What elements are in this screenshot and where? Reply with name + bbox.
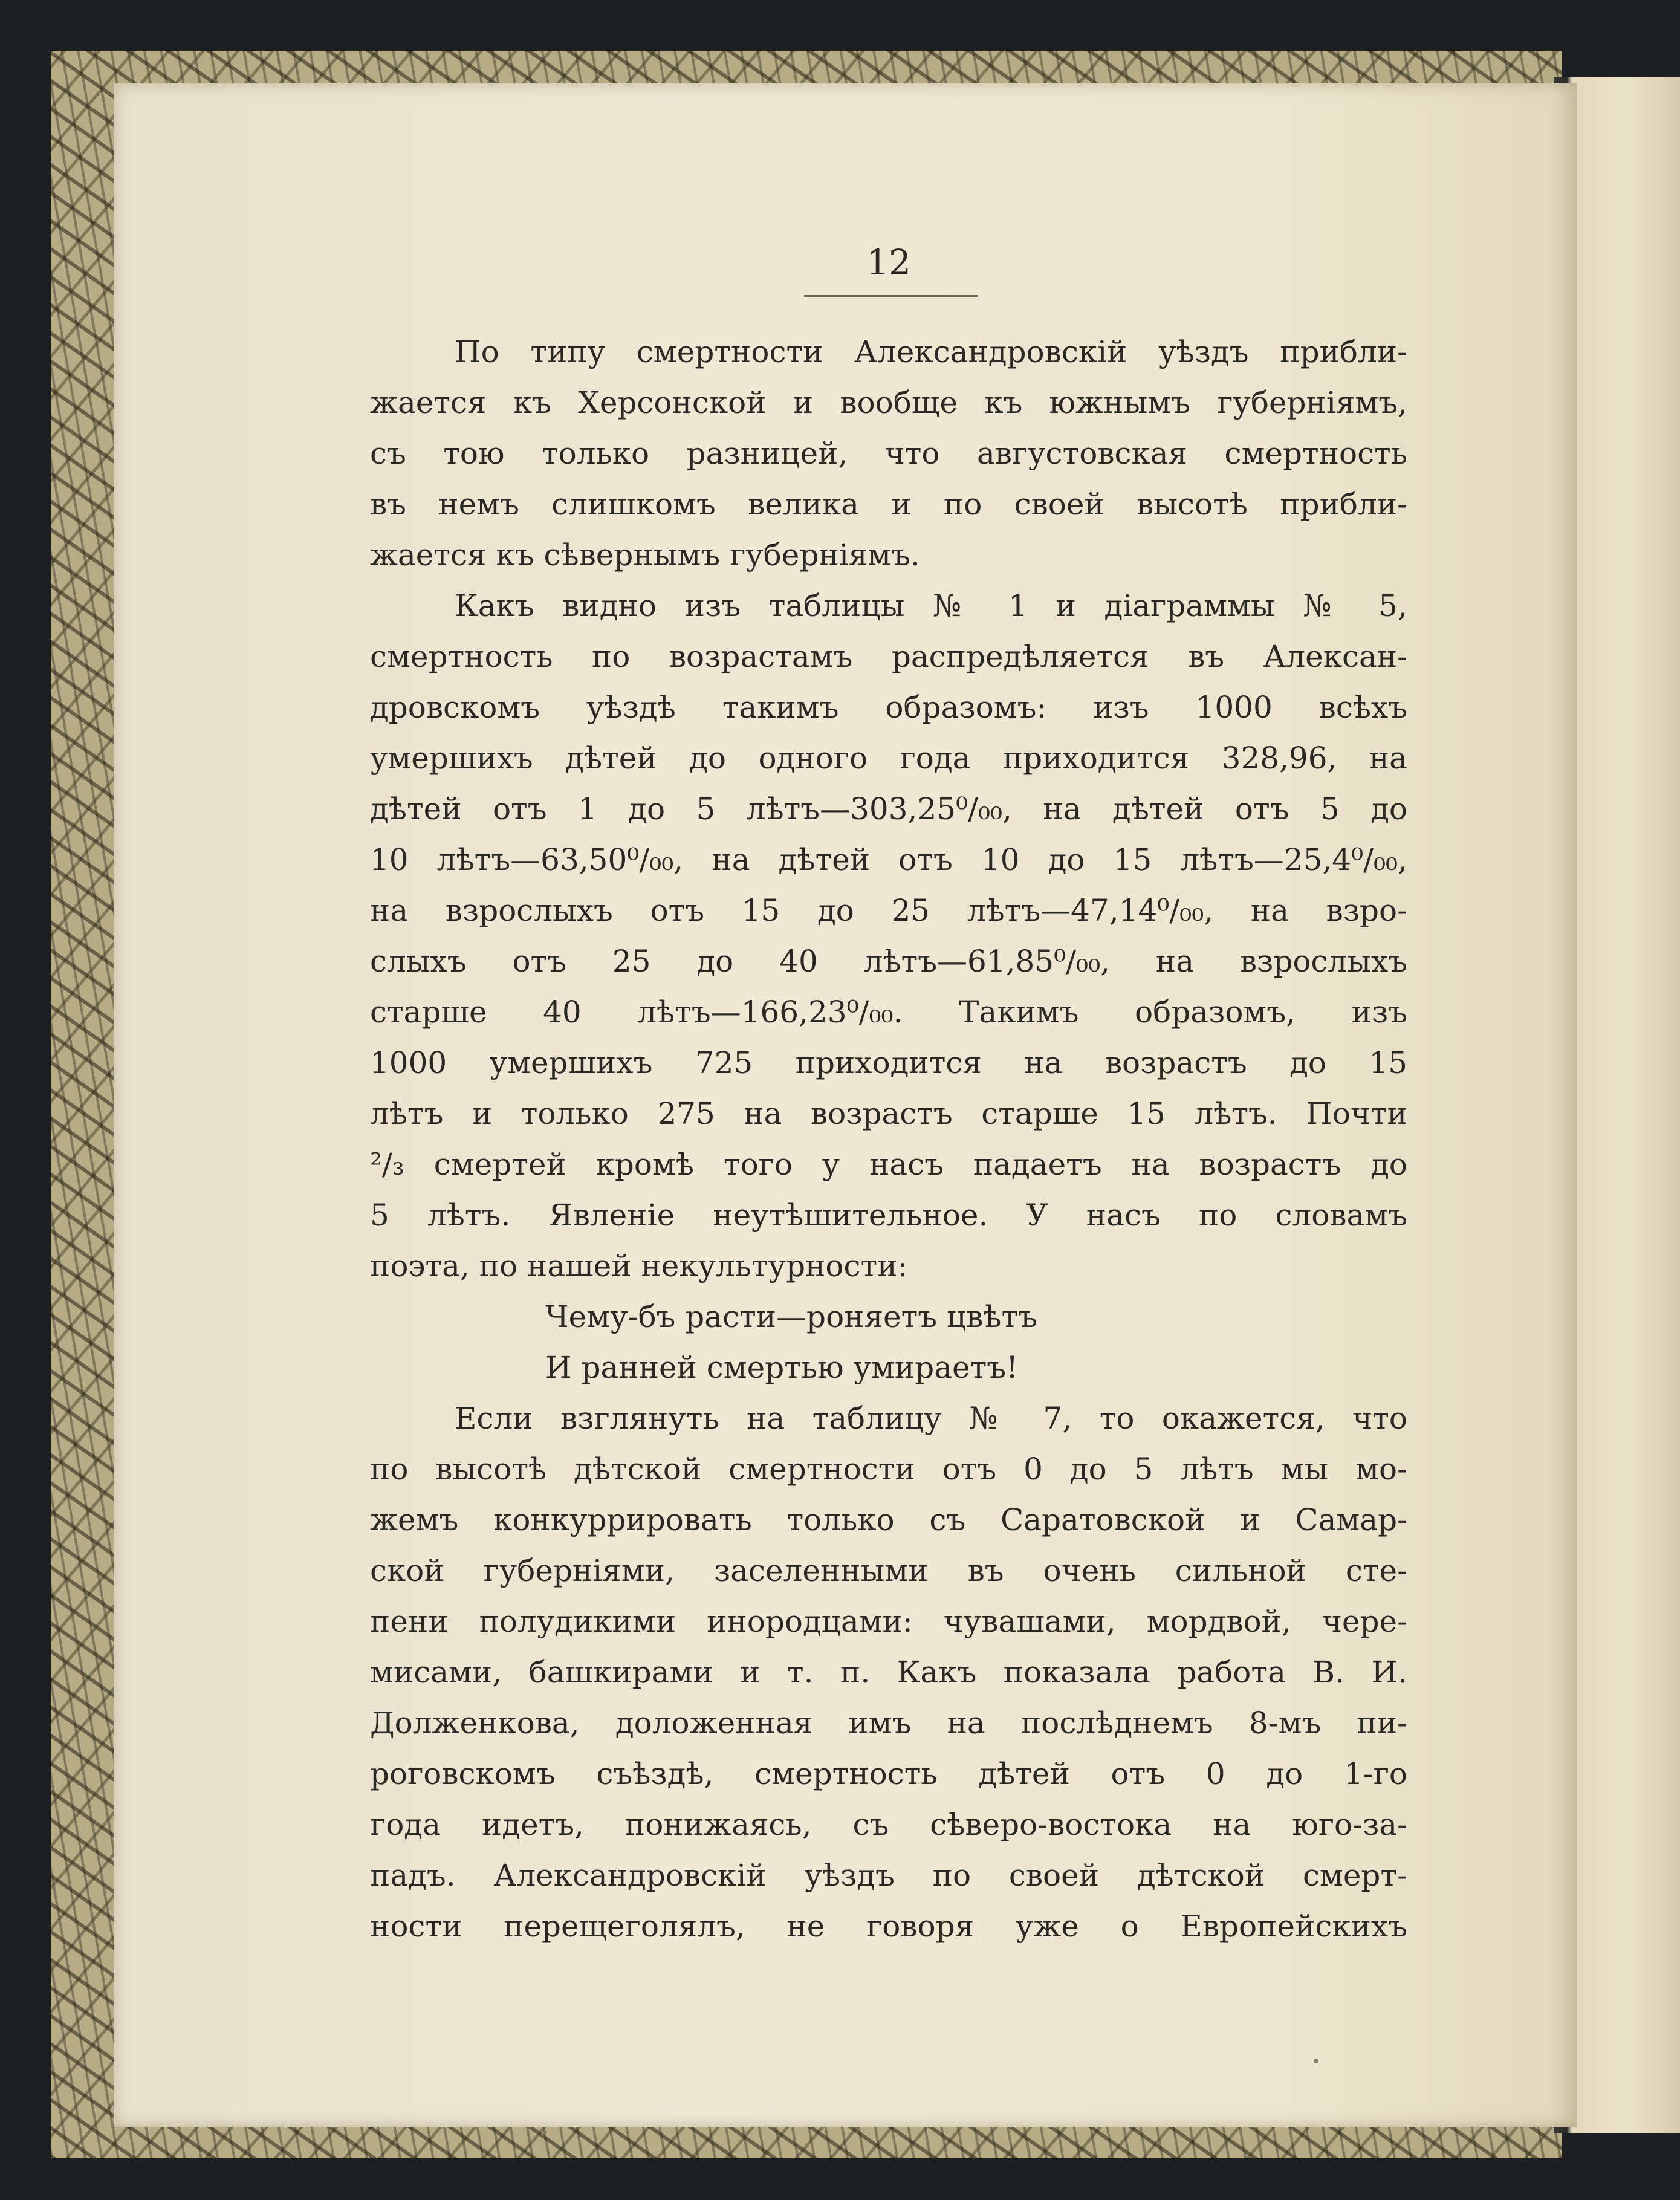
text-line: Долженкова, доложенная имъ на послѣднемъ 8-мъ пи- bbox=[370, 1705, 1407, 1741]
text-line: роговскомъ съѣздѣ, смертность дѣтей отъ 0 до 1-го bbox=[370, 1756, 1407, 1791]
text-line: на взрослыхъ отъ 15 до 25 лѣтъ—47,14⁰/₀₀, на взро- bbox=[370, 893, 1407, 928]
text-line: ности перещеголялъ, не говоря уже о Европейскихъ bbox=[370, 1909, 1407, 1944]
verse-line: Чему-бъ расти—роняетъ цвѣтъ bbox=[545, 1299, 1037, 1334]
text-line: 5 лѣтъ. Явленіе неутѣшительное. У насъ по словамъ bbox=[370, 1198, 1407, 1233]
text-line: дѣтей отъ 1 до 5 лѣтъ—303,25⁰/₀₀, на дѣтей отъ 5 до bbox=[370, 791, 1407, 826]
text-line: старше 40 лѣтъ—166,23⁰/₀₀. Такимъ образомъ, изъ bbox=[370, 995, 1407, 1030]
verse-line: И ранней смертью умираетъ! bbox=[545, 1350, 1019, 1385]
text-line: лѣтъ и только 275 на возрастъ старше 15 лѣтъ. Почти bbox=[370, 1096, 1407, 1131]
text-line: дровскомъ уѣздѣ такимъ образомъ: изъ 1000 всѣхъ bbox=[370, 690, 1407, 725]
text-line: умершихъ дѣтей до одного года приходится 328,96, на bbox=[370, 741, 1407, 776]
text-line: Какъ видно изъ таблицы № 1 и діаграммы № 5, bbox=[455, 588, 1407, 623]
text-line: ской губерніями, заселенными въ очень сильной сте- bbox=[370, 1553, 1407, 1588]
text-line: ²/₃ смертей кромѣ того у насъ падаетъ на возрастъ до bbox=[370, 1147, 1407, 1182]
page-body-text bbox=[370, 326, 1407, 1952]
text-line: года идетъ, понижаясь, съ сѣверо-востока на юго-за- bbox=[370, 1807, 1407, 1842]
text-line: падъ. Александровскій уѣздъ по своей дѣтской смерт- bbox=[370, 1858, 1407, 1893]
ink-speck bbox=[1314, 2059, 1318, 2063]
text-line: жемъ конкуррировать только съ Саратовской и Самар- bbox=[370, 1502, 1407, 1537]
text-line: жается къ Херсонской и вообще къ южнымъ губерніямъ, bbox=[370, 385, 1407, 420]
text-line: пени полудикими инородцами: чувашами, мордвой, чере- bbox=[370, 1604, 1407, 1639]
text-line: смертность по возрастамъ распредѣляется въ Алексан- bbox=[370, 639, 1407, 674]
text-line: мисами, башкирами и т. п. Какъ показала работа В. И. bbox=[370, 1655, 1407, 1690]
text-line: Если взглянуть на таблицу № 7, то окажется, что bbox=[455, 1401, 1407, 1436]
text-line: съ тою только разницей, что августовская смертность bbox=[370, 436, 1407, 471]
text-line: по высотѣ дѣтской смертности отъ 0 до 5 лѣтъ мы мо- bbox=[370, 1452, 1407, 1487]
text-line: По типу смертности Александровскій уѣздъ прибли- bbox=[455, 334, 1407, 369]
text-line: 1000 умершихъ 725 приходится на возрастъ до 15 bbox=[370, 1045, 1407, 1080]
page-number: 12 bbox=[866, 242, 911, 283]
text-line: въ немъ слишкомъ велика и по своей высотѣ прибли- bbox=[370, 487, 1407, 522]
text-line: слыхъ отъ 25 до 40 лѣтъ—61,85⁰/₀₀, на взрослыхъ bbox=[370, 944, 1407, 979]
text-line: жается къ сѣвернымъ губерніямъ. bbox=[370, 537, 920, 573]
text-line: поэта, по нашей некультурности: bbox=[370, 1248, 908, 1283]
text-line: 10 лѣтъ—63,50⁰/₀₀, на дѣтей отъ 10 до 15 лѣтъ—25,4⁰/₀₀, bbox=[370, 842, 1407, 877]
page-number-rule bbox=[804, 295, 978, 297]
